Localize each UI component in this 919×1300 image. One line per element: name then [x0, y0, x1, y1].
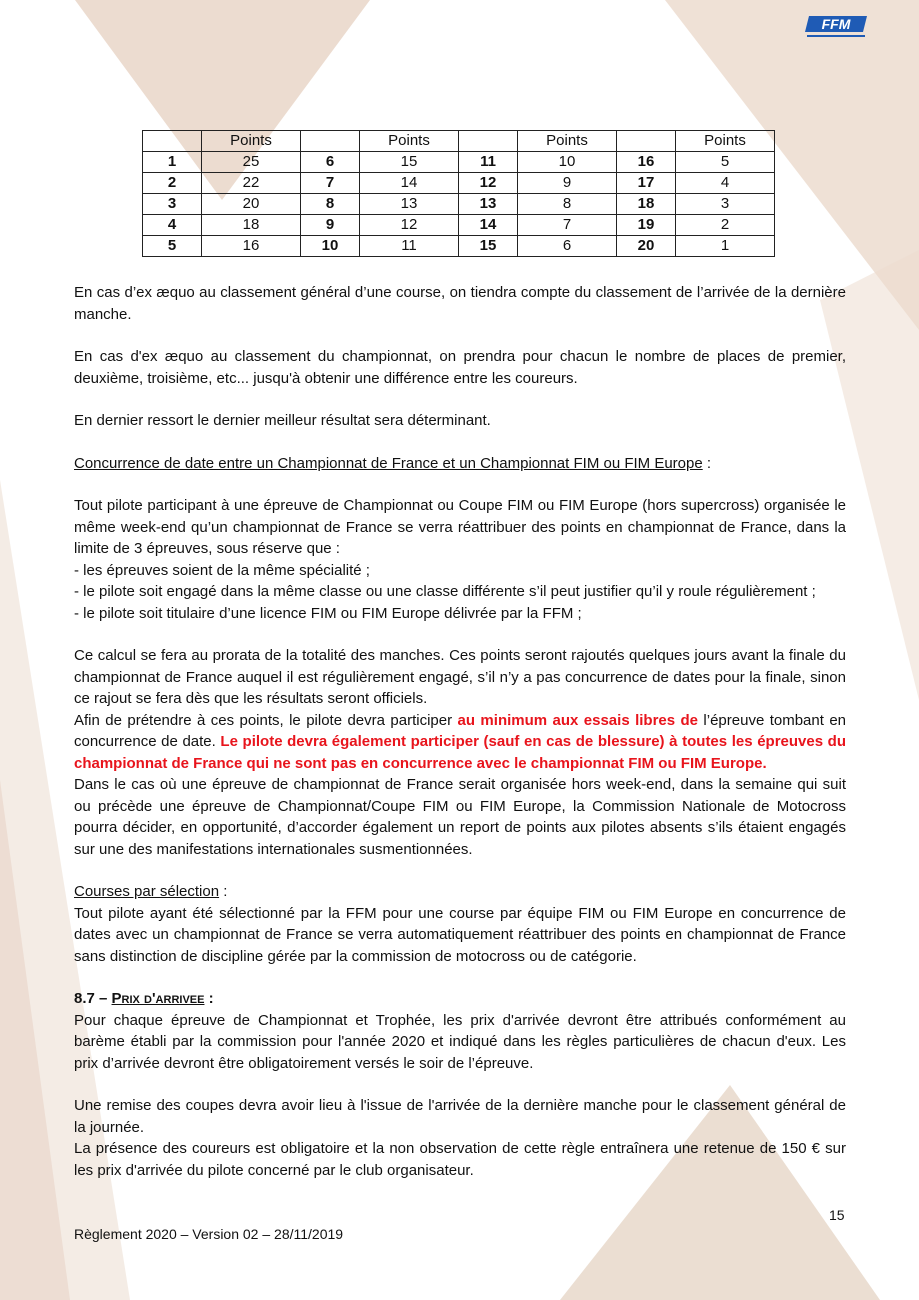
points-cell: 25 — [202, 152, 301, 173]
body-text — [74, 282, 846, 1181]
position-cell: 3 — [143, 194, 202, 215]
paragraph-last-resort: En dernier ressort le dernier meilleur résultat sera déterminant. — [74, 412, 491, 429]
points-cell: 14 — [360, 173, 459, 194]
table-cell — [143, 131, 202, 152]
conditions-red-text: au minimum aux essais libres de — [457, 711, 699, 729]
conditions-text: Afin de prétendre à ces points, le pilote devra participer — [74, 711, 458, 729]
paragraph-selection: Tout pilote ayant été sélectionné par la FFM pour une course par équipe FIM ou FIM Europe en concurrence de dates avec un championnat de France se verra automatiquement réattribuer des points en championnat de France sans distinction de discipline gérée par la commission de motocross ou de catégorie. — [74, 904, 846, 965]
position-cell: 2 — [143, 173, 202, 194]
list-item: - les épreuves soient de la même spécialité ; — [74, 561, 370, 579]
position-cell: 18 — [617, 194, 676, 215]
heading-date-conflict — [74, 453, 846, 475]
section-heading-prix — [74, 988, 846, 1010]
points-cell: 2 — [676, 215, 775, 236]
paragraph-fim-participation: Tout pilote participant à une épreuve de Championnat ou Coupe FIM ou FIM Europe (hors supercross) organisée le même week-end qu’un championnat de France se verra réattribuer des points en championnat de France, dans la limite de 3 épreuves, sous réserve que : — [74, 497, 846, 557]
position-cell: 11 — [459, 152, 518, 173]
points-cell: 13 — [360, 194, 459, 215]
table-cell — [459, 131, 518, 152]
paragraph-coupes: Une remise des coupes devra avoir lieu à l'issue de l'arrivée de la dernière manche pour le classement général de la journée. — [74, 1097, 846, 1136]
points-cell: 6 — [518, 236, 617, 257]
points-cell: 10 — [518, 152, 617, 173]
position-cell: 14 — [459, 215, 518, 236]
points-cell: 11 — [360, 236, 459, 257]
heading-suffix: : — [204, 990, 214, 1007]
heading-suffix: : — [702, 454, 712, 472]
table-row — [143, 194, 775, 215]
heading-selection-text: Courses par sélection — [74, 883, 220, 900]
position-cell: 19 — [617, 215, 676, 236]
points-cell: 22 — [202, 173, 301, 194]
points-cell: 3 — [676, 194, 775, 215]
position-cell: 12 — [459, 173, 518, 194]
points-cell: 20 — [202, 194, 301, 215]
points-cell: 8 — [518, 194, 617, 215]
position-cell: 9 — [301, 215, 360, 236]
table-row — [143, 236, 775, 257]
paragraph-conditions — [74, 710, 846, 775]
paragraph-tie-championship: En cas d'ex æquo au classement du championnat, on prendra pour chacun le nombre de places de premier, deuxième, troisième, etc... jusqu'à obtenir une différence entre les coureurs. — [74, 348, 846, 387]
logo-text: FFM — [821, 16, 851, 32]
table-cell — [617, 131, 676, 152]
paragraph-prorata: Ce calcul se fera au prorata de la totalité des manches. Ces points seront rajoutés quelques jours avant la finale du championnat de France auquel il est régulièrement engagé, s’il n’y a pas concurrence de dates pour la finale, sinon ce rajout se fera dès que les résultats seront officiels. — [74, 647, 846, 707]
heading-date-conflict-text: Concurrence de date entre un Championnat de France et un Championnat FIM ou FIM Europe — [74, 454, 703, 472]
section-title: Prix d'arrivee — [111, 990, 205, 1007]
points-cell: 7 — [518, 215, 617, 236]
position-cell: 17 — [617, 173, 676, 194]
list-item: - le pilote soit titulaire d’une licence FIM ou FIM Europe délivrée par la FFM ; — [74, 604, 582, 622]
position-cell: 13 — [459, 194, 518, 215]
table-header-cell: Points — [518, 131, 617, 152]
position-cell: 20 — [617, 236, 676, 257]
points-cell: 5 — [676, 152, 775, 173]
table-row — [143, 173, 775, 194]
table-header-cell: Points — [676, 131, 775, 152]
position-cell: 15 — [459, 236, 518, 257]
table-header-row — [143, 131, 775, 152]
table-header-cell: Points — [360, 131, 459, 152]
points-cell: 12 — [360, 215, 459, 236]
position-cell: 10 — [301, 236, 360, 257]
position-cell: 1 — [143, 152, 202, 173]
page-number: 15 — [829, 1207, 845, 1223]
position-cell: 5 — [143, 236, 202, 257]
position-cell: 6 — [301, 152, 360, 173]
table-cell — [301, 131, 360, 152]
heading-suffix: : — [219, 883, 228, 900]
position-cell: 8 — [301, 194, 360, 215]
section-number: 8.7 – — [74, 990, 112, 1007]
position-cell: 7 — [301, 173, 360, 194]
points-cell: 1 — [676, 236, 775, 257]
conditions-text: l’épreuve tombant en concurrence de date. — [74, 711, 847, 750]
list-item: - le pilote soit engagé dans la même classe ou une classe différente s’il peut justifier qu’il y roule régulièrement ; — [74, 583, 816, 600]
position-cell: 16 — [617, 152, 676, 173]
points-cell: 4 — [676, 173, 775, 194]
footer-text: Règlement 2020 – Version 02 – 28/11/2019 — [74, 1226, 344, 1242]
ffm-logo — [803, 14, 869, 45]
points-table — [142, 130, 775, 257]
points-cell: 18 — [202, 215, 301, 236]
points-cell: 15 — [360, 152, 459, 173]
points-cell: 9 — [518, 173, 617, 194]
table-row — [143, 152, 775, 173]
table-header-cell: Points — [202, 131, 301, 152]
paragraph-presence: La présence des coureurs est obligatoire et la non observation de cette règle entraînera une retenue de 150 € sur les prix d'arrivée du pilote concerné par le club organisateur. — [74, 1140, 846, 1179]
conditions-red-text: Le pilote devra également participer (sauf en cas de blessure) à toutes les épreuves du championnat de France qui ne sont pas en concurrence avec le championnat FIM ou FIM Europe. — [74, 733, 846, 772]
position-cell: 4 — [143, 215, 202, 236]
paragraph-prix: Pour chaque épreuve de Championnat et Trophée, les prix d'arrivée devront être attribués conformément au barème établi par la commission pour l'année 2020 et indiqué dans les règles particulières de chacun d'eux. Les prix d’arrivée devront être obligatoirement versés le soir de l’épreuve. — [74, 1011, 846, 1072]
heading-selection — [74, 881, 846, 903]
points-cell: 16 — [202, 236, 301, 257]
paragraph-tie-race: En cas d’ex æquo au classement général d’une course, on tiendra compte du classement de l’arrivée de la dernière manche. — [74, 284, 846, 323]
table-row — [143, 215, 775, 236]
paragraph-outside-weekend: Dans le cas où une épreuve de championnat de France serait organisée hors week-end, dans la semaine qui suit ou précède une épreuve de Championnat/Coupe FIM ou FIM Europe, la Commission Nationale de Motocross pourra décider, en opportunité, d’accorder également un report de points aux pilotes absents s’ils étaient engagés sur une des manifestations internationales susmentionnées. — [74, 776, 846, 858]
